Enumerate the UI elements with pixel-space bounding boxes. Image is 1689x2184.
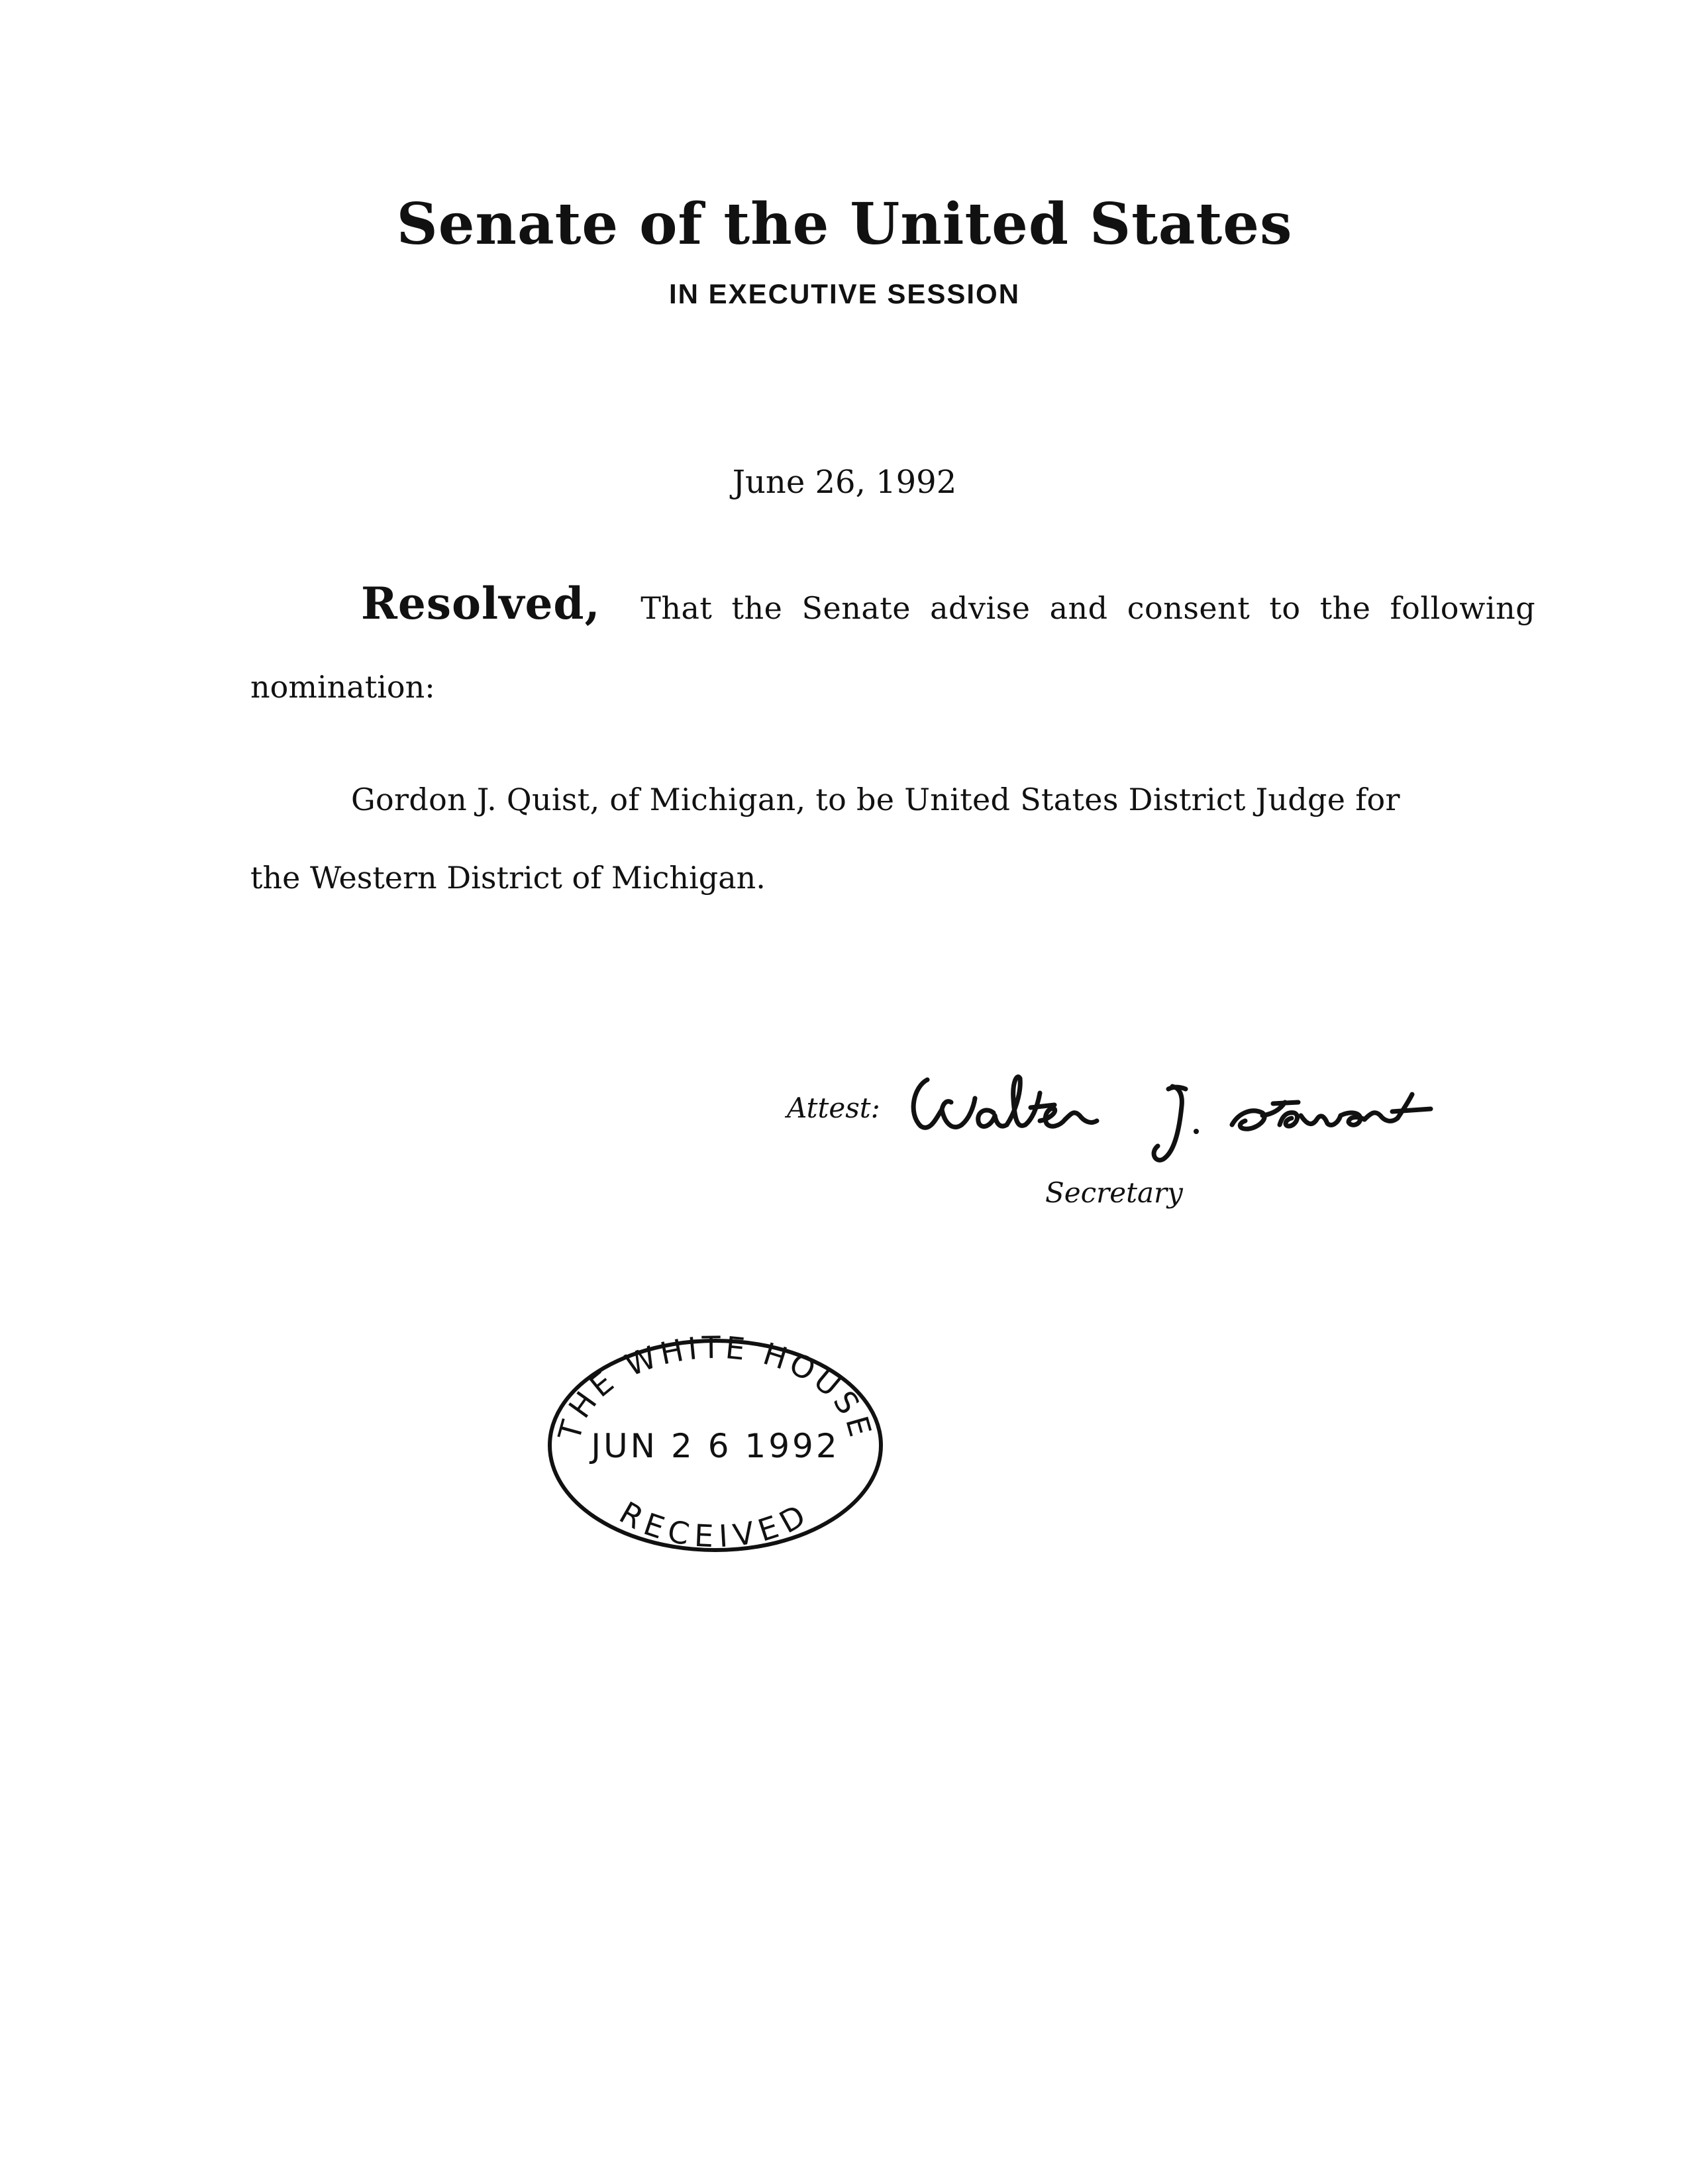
document-heading: Senate of the United States: [396, 191, 1293, 258]
handwritten-signature: [901, 1047, 1510, 1179]
stamp-top-text: THE WHITE HOUSE: [551, 1331, 880, 1445]
nomination-line-1: Gordon J. Quist, of Michigan, to be United States District Judge for: [351, 782, 1400, 817]
stamp-date: JUN 2 6 1992: [591, 1427, 840, 1465]
nomination-line-2: the Western District of Michigan.: [250, 860, 766, 896]
document-subheading: IN EXECUTIVE SESSION: [668, 278, 1021, 309]
white-house-received-stamp: [543, 1331, 888, 1557]
secretary-label: Secretary: [1045, 1176, 1183, 1209]
stamp-bottom-text: RECEIVED: [613, 1494, 817, 1555]
resolution-line: [361, 578, 1536, 629]
attest-label: Attest:: [787, 1092, 880, 1124]
document-date: June 26, 1992: [732, 464, 957, 501]
svg-text:RECEIVED: [613, 1494, 817, 1554]
resolution-text: That the Senate advise and consent to the following: [640, 590, 1536, 626]
resolution-continuation: nomination:: [250, 669, 435, 705]
resolution-keyword: Resolved,: [361, 578, 601, 629]
